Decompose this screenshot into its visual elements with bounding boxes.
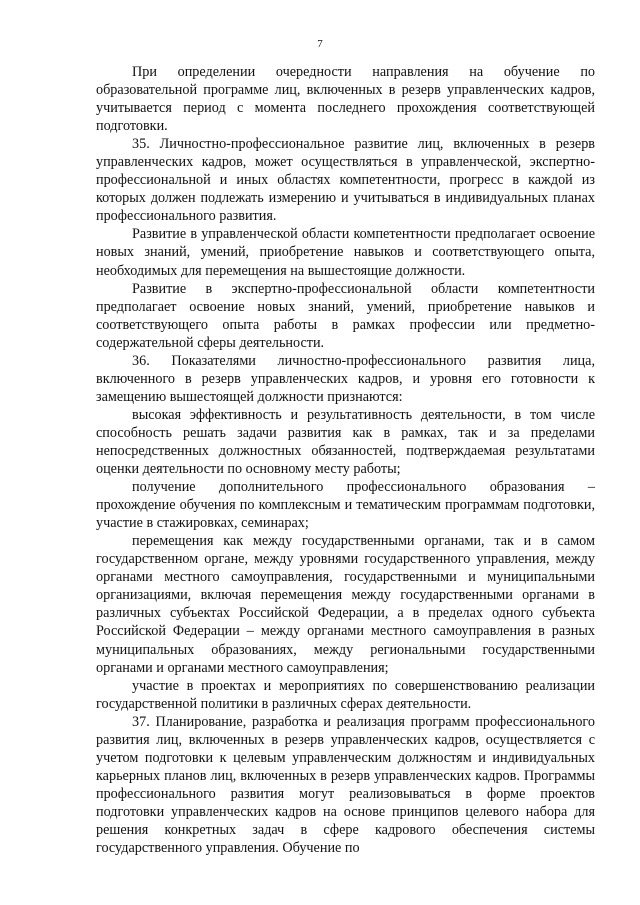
- page-number: 7: [317, 38, 323, 50]
- paragraph: получение дополнительного профессионального образования – прохождение обучения по комплексным и тематическим программам подготовки, участие в стажировках, семинарах;: [96, 479, 595, 532]
- paragraph: перемещения как между государственными органами, так и в самом государственном органе, между уровнями государственного управления, между органами местного самоуправления, государственными и муниципальными организациями, включая перемещения между государственными органами в различных субъектах Российской Федерации, а в пределах одного субъекта Российской Федерации – между органами местного самоуправления в разных муниципальных образованиях, между региональными государственными органами и органами местного самоуправления;: [96, 533, 595, 676]
- paragraph: 37. Планирование, разработка и реализация программ профессионального развития лиц, включенных в резерв управленческих кадров, осуществляется с учетом подготовки к целевым управленческим должностям и индивидуальных карьерных планов лиц, включенных в резерв управленческих кадров. Программы профессионального развития могут реализовываться в форме проектов подготовки управленческих кадров на основе принципов целевого набора для решения конкретных задач в сфере кадрового обеспечения системы государственного управления. Обучение по: [96, 713, 595, 857]
- paragraph: участие в проектах и мероприятиях по совершенствованию реализации государственной политики в различных сферах деятельности.: [96, 677, 595, 712]
- paragraph: Развитие в управленческой области компетентности предполагает освоение новых знаний, умений, приобретение навыков и соответствующего опыта, необходимых для перемещения на вышестоящие должности.: [96, 226, 595, 279]
- document-body: [96, 63, 595, 857]
- paragraph: 36. Показателями личностно-профессионального развития лица, включенного в резерв управленческих кадров, и уровня его готовности к замещению вышестоящей должности признаются:: [96, 352, 595, 405]
- paragraph: высокая эффективность и результативность деятельности, в том числе способность решать задачи развития как в рамках, так и за пределами непосредственных должностных обязанностей, подтверждаемая результатами оценки деятельности по основному месту работы;: [96, 406, 595, 478]
- paragraph: Развитие в экспертно-профессиональной области компетентности предполагает освоение новых знаний, умений, приобретение навыков и соответствующего опыта работы в рамках профессии или предметно-содержательной сферы деятельности.: [96, 280, 595, 351]
- paragraph: При определении очередности направления на обучение по образовательной программе лиц, включенных в резерв управленческих кадров, учитывается период с момента последнего прохождения соответствующей подготовки.: [96, 64, 595, 135]
- paragraph: 35. Личностно-профессиональное развитие лиц, включенных в резерв управленческих кадров, может осуществляться в управленческой, экспертно-профессиональной и иных областях компетентности, прогресс в каждой из которых должен подлежать измерению и учитываться в индивидуальных планах профессионального развития.: [96, 136, 595, 225]
